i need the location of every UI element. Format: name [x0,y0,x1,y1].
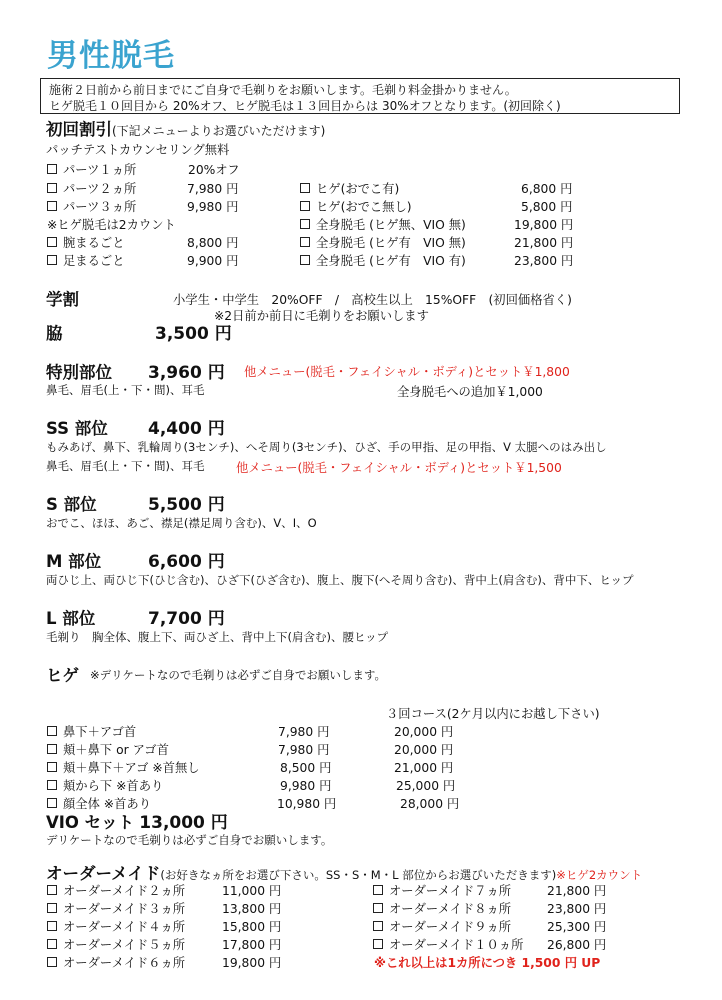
item-price: 9,900 円 [187,254,239,268]
item-price: 17,800 円 [222,938,282,952]
list-item: オーダーメイド１０ヵ所 [373,935,523,953]
list-item: 全身脱毛 (ヒゲ有 VIO 無) [300,233,466,251]
vio-price: 13,000 円 [139,813,228,833]
m-price: 6,600 円 [148,552,225,572]
item-price: 21,800 円 [547,884,607,898]
first-discount-note: (下記メニューよりお選びいただけます) [112,124,326,138]
checkbox-icon [373,921,383,931]
checkbox-icon [47,885,57,895]
order-heading: オーダーメイド [46,864,161,883]
l-heading: L 部位 [46,609,96,628]
course-price: 20,000 円 [394,743,454,757]
ss-set-price: 他メニュー(脱毛・フェイシャル・ボディ)とセット￥1,500 [236,461,562,475]
checkbox-icon [47,780,57,790]
special-extra: 全身脱毛への追加￥1,000 [397,385,543,399]
special-heading: 特別部位 [46,363,112,382]
checkbox-icon [47,798,57,808]
checkbox-icon [300,219,310,229]
checkbox-icon [373,903,383,913]
special-price: 3,960 円 [148,363,225,383]
patch-test-note: パッチテストカウンセリング無料 [46,143,230,157]
waki-price: 3,500 円 [155,324,232,344]
l-price: 7,700 円 [148,609,225,629]
student-heading: 学割 [46,290,79,309]
item-price: 19,800 円 [514,218,574,232]
item-price: 13,800 円 [222,902,282,916]
list-item: パーツ２ヵ所 [47,179,136,197]
l-desc: 毛剃り 胸全体、腹上下、両ひざ上、背中上下(肩含む)、腰ヒップ [46,630,389,644]
student-line-2: ※2日前か前日に毛剃りをお願いします [214,309,429,323]
item-price: 23,800 円 [514,254,574,268]
list-item: ヒゲ(おでこ有) [300,179,399,197]
item-price: 7,980 円 [278,743,330,757]
first-discount-heading: 初回割引 [46,120,112,139]
m-heading: M 部位 [46,552,102,571]
list-item: 顔全体 ※首あり [47,794,151,812]
m-desc: 両ひじ上、両ひじ下(ひじ含む)、ひざ下(ひざ含む)、腹上、腹下(へそ周り含む)、背中上(肩含む)、背中下、ヒップ [46,573,634,587]
checkbox-icon [47,762,57,772]
ss-desc: もみあげ、鼻下、乳輪周り(3センチ)、へそ周り(3センチ)、ひざ、手の甲指、足の甲指、V 太腿へのはみ出し [46,440,607,454]
item-price: 23,800 円 [547,902,607,916]
checkbox-icon [47,957,57,967]
beard-heading: ヒゲ [46,666,79,685]
list-item: パーツ３ヵ所 [47,197,136,215]
checkbox-icon [47,255,57,265]
checkbox-icon [47,183,57,193]
item-price: 26,800 円 [547,938,607,952]
item-price: 6,800 円 [521,182,573,196]
s-price: 5,500 円 [148,495,225,515]
beard-count-note: ※ヒゲ脱毛は2カウント [47,218,176,232]
checkbox-icon [300,237,310,247]
list-item: 頬＋鼻下 or アゴ首 [47,740,169,758]
s-desc: おでこ、ほほ、あご、襟足(襟足周り含む)、V、I、O [46,516,317,530]
notice-line-1: 施術２日前から前日までにご自身で毛剃りをお願いします。毛剃り料金掛かりません。 [49,83,517,97]
order-note: (お好きなヵ所をお選び下さい。SS・S・M・L 部位からお選びいただきます) [160,868,557,882]
list-item: 足まるごと [47,251,125,269]
list-item: オーダーメイド４ヵ所 [47,917,185,935]
vio-note: デリケートなので毛剃りは必ずご自身でお願いします。 [46,833,333,847]
student-line-1: 小学生・中学生 20%OFF / 高校生以上 15%OFF (初回価格省く) [173,293,572,307]
list-item: オーダーメイド５ヵ所 [47,935,185,953]
first-discount-heading-row [46,116,325,140]
waki-heading: 脇 [46,324,63,343]
course-price: 28,000 円 [400,797,460,811]
page-title: 男性脱毛 [47,38,175,74]
item-price: 15,800 円 [222,920,282,934]
beard-course-header: ３回コース(2ケ月以内にお越し下さい) [386,707,600,721]
course-price: 20,000 円 [394,725,454,739]
list-item: 腕まるごと [47,233,125,251]
special-desc: 鼻毛、眉毛(上・下・間)、耳毛 [46,383,205,397]
checkbox-icon [300,201,310,211]
checkbox-icon [47,903,57,913]
vio-heading: VIO セット [46,813,135,832]
ss-heading: SS 部位 [46,419,108,438]
item-price: 5,800 円 [521,200,573,214]
list-item: 全身脱毛 (ヒゲ無、VIO 無) [300,215,466,233]
notice-line-2: ヒゲ脱毛１０回目から 20%オフ、ヒゲ脱毛は１３回目からは 30%オフとなります。(初回除く) [49,99,561,113]
item-price: 7,980 円 [187,182,239,196]
s-heading: S 部位 [46,495,97,514]
notice-box [40,78,680,114]
checkbox-icon [47,164,57,174]
item-price: 20%オフ [188,163,240,177]
course-price: 25,000 円 [396,779,456,793]
order-note-red: ※ヒゲ2カウント [556,868,643,882]
checkbox-icon [47,201,57,211]
list-item: 鼻下＋アゴ首 [47,722,136,740]
course-price: 21,000 円 [394,761,454,775]
list-item: 全身脱毛 (ヒゲ有 VIO 有) [300,251,466,269]
item-price: 7,980 円 [278,725,330,739]
checkbox-icon [47,726,57,736]
list-item: パーツ１ヵ所 [47,160,136,178]
item-price: 11,000 円 [222,884,282,898]
list-item: オーダーメイド２ヵ所 [47,881,185,899]
checkbox-icon [47,939,57,949]
item-price: 9,980 円 [280,779,332,793]
list-item: 頬から下 ※首あり [47,776,163,794]
ss-price: 4,400 円 [148,419,225,439]
checkbox-icon [47,237,57,247]
special-set-price: 他メニュー(脱毛・フェイシャル・ボディ)とセット￥1,800 [244,365,570,379]
list-item: 頬＋鼻下＋アゴ ※首無し [47,758,200,776]
item-price: 9,980 円 [187,200,239,214]
ss-desc-2: 鼻毛、眉毛(上・下・間)、耳毛 [46,459,205,473]
checkbox-icon [300,183,310,193]
item-price: 8,800 円 [187,236,239,250]
checkbox-icon [300,255,310,265]
list-item: オーダーメイド８ヵ所 [373,899,511,917]
checkbox-icon [47,921,57,931]
item-price: 8,500 円 [280,761,332,775]
vio-heading-row [46,808,228,833]
list-item: オーダーメイド３ヵ所 [47,899,185,917]
list-item: オーダーメイド６ヵ所 [47,953,185,971]
checkbox-icon [373,885,383,895]
checkbox-icon [47,744,57,754]
checkbox-icon [373,939,383,949]
list-item: オーダーメイド７ヵ所 [373,881,511,899]
item-price: 21,800 円 [514,236,574,250]
item-price: 10,980 円 [277,797,337,811]
item-price: 19,800 円 [222,956,282,970]
item-price: 25,300 円 [547,920,607,934]
list-item: ヒゲ(おでこ無し) [300,197,412,215]
list-item: オーダーメイド９ヵ所 [373,917,511,935]
order-footer-note: ※これ以上は1カ所につき 1,500 円 UP [374,956,601,970]
beard-note: ※デリケートなので毛剃りは必ずご自身でお願いします。 [90,668,386,682]
